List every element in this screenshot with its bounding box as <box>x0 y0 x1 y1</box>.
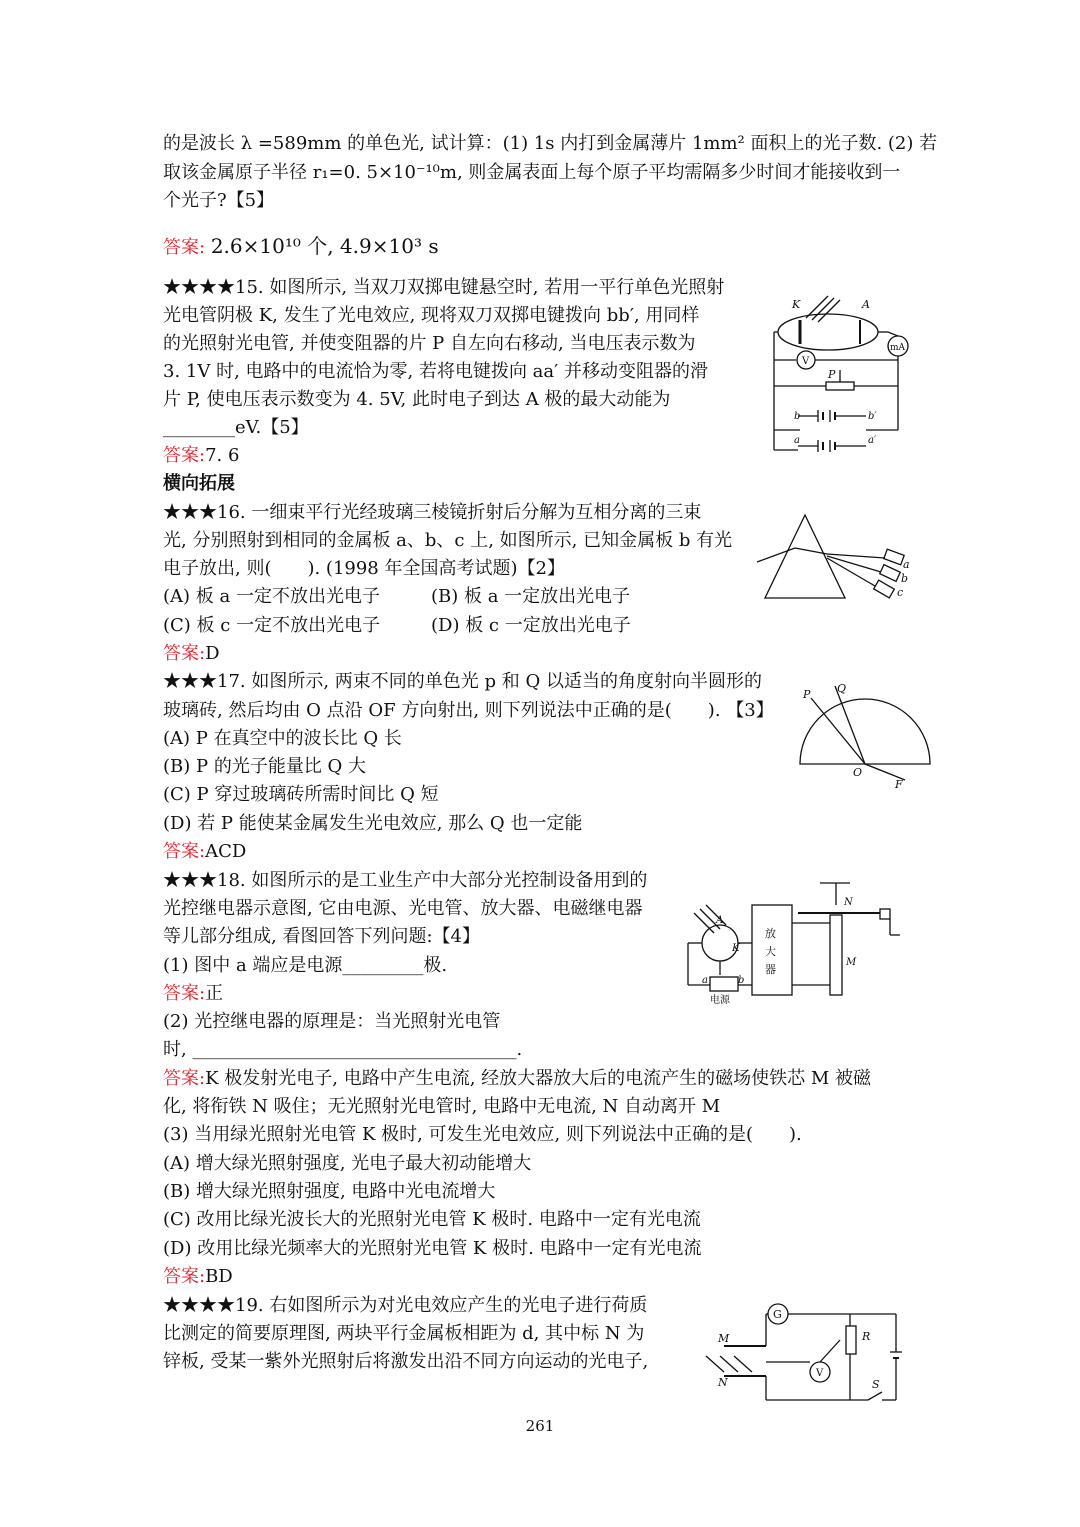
label-k: K <box>732 943 740 954</box>
answer-18-2 <box>163 1066 871 1092</box>
label-v: V <box>802 356 810 367</box>
label-p: P <box>803 688 811 701</box>
phototube-circuit-figure <box>770 290 920 462</box>
label-a-terminal: a <box>794 435 800 446</box>
question-16-line: ★★★16. 一细束平行光经玻璃三棱镜折射后分解为互相分离的三束 <box>163 502 702 523</box>
question-19-line: ★★★★19. 右如图所示为对光电效应产生的光电子进行荷质 <box>163 1295 648 1316</box>
question-17-line: 玻璃砖, 然后均由 O 点沿 OF 方向射出, 则下列说法中正确的是( ). 【3】 <box>163 700 774 721</box>
label-a: A <box>862 298 870 311</box>
option-17-c: (C) P 穿过玻璃砖所需时间比 Q 短 <box>163 784 439 805</box>
answer-17 <box>163 839 246 865</box>
ray-q <box>835 686 865 764</box>
label-g: G <box>773 1308 782 1321</box>
label-b: b <box>794 411 801 422</box>
plate-c <box>874 580 895 598</box>
question-16-line: 电子放出, 则( ). (1998 年全国高考试题)【2】 <box>163 558 565 579</box>
answer-value: ACD <box>205 841 247 862</box>
light-ray <box>694 913 714 933</box>
answer-14 <box>163 233 439 261</box>
section-heading: 横向拓展 <box>163 473 235 494</box>
label-b-prime: b′ <box>868 411 877 422</box>
amplifier-label: 大 <box>765 945 776 958</box>
option-18-d: (D) 改用比绿光频率大的光照射光电管 K 极时. 电路中一定有光电流 <box>163 1238 702 1259</box>
option-17-d: (D) 若 P 能使某金属发生光电效应, 那么 Q 也一定能 <box>163 813 583 834</box>
question-16-line: 光, 分别照射到相同的金属板 a、b、c 上, 如图所示, 已知金属板 b 有光 <box>163 530 733 551</box>
iron-core <box>830 915 842 995</box>
charge-mass-figure <box>700 1300 910 1415</box>
question-15-line: 的光照射光电管, 并使变阻器的片 P 自左向右移动, 当电压表示数为 <box>163 333 696 354</box>
rheostat-r <box>846 1326 856 1354</box>
label-b-terminal: b <box>738 975 745 986</box>
rheostat <box>826 382 854 390</box>
text-line: 取该金属原子半径 r₁=0. 5×10⁻¹⁰m, 则金属表面上每个原子平均需隔多少时间才能接收到一 <box>163 162 901 183</box>
answer-label: 答案: <box>163 983 206 1004</box>
option-16-a: (A) 板 a 一定不放出光电子 <box>163 586 380 607</box>
question-19-line: 比测定的简要原理图, 两块平行金属板相距为 d, 其中标 N 为 <box>163 1323 645 1344</box>
power-source <box>710 977 738 991</box>
switch-s <box>868 1392 882 1400</box>
option-16-c: (C) 板 c 一定不放出光电子 <box>163 615 381 636</box>
answer-15 <box>163 443 239 469</box>
question-15-line: 3. 1V 时, 电路中的电流恰为零, 若将电键拨向 aa′ 并移动变阻器的滑 <box>163 361 708 382</box>
answer-value: 7. 6 <box>205 445 240 466</box>
ray-a <box>827 554 885 558</box>
answer-value: 2.6×10¹⁰ 个, 4.9×10³ s <box>210 234 439 258</box>
incident-ray <box>757 548 795 562</box>
answer-value: K 极发射光电子, 电路中产生电流, 经放大器放大后的电流产生的磁场使铁芯 M 被磁 <box>205 1068 872 1089</box>
uv-ray <box>734 1356 752 1372</box>
label-f: F <box>895 778 903 791</box>
option-18-c: (C) 改用比绿光波长大的光照射光电管 K 极时. 电路中一定有光电流 <box>163 1209 701 1230</box>
ray-b <box>827 556 881 572</box>
plate-b <box>880 565 901 582</box>
photo-relay-figure <box>680 875 915 1010</box>
answer-18-1 <box>163 981 223 1007</box>
answer-18-2-cont: 化, 将衔铁 N 吸住；无光照射光电管时, 电路中无电流, N 自动离开 M <box>163 1096 721 1117</box>
answer-18-3 <box>163 1264 233 1290</box>
question-15-line: ________eV.【5】 <box>163 417 309 438</box>
answer-label: 答案: <box>163 643 206 664</box>
label-m: M <box>718 1332 730 1345</box>
question-19-line: 锌板, 受某一紫外光照射后将激发出沿不同方向运动的光电子, <box>163 1351 649 1372</box>
answer-value: D <box>205 643 220 664</box>
label-a-terminal: a <box>702 975 708 986</box>
label-v: V <box>816 1368 824 1379</box>
question-15-line: 光电管阴极 K, 发生了光电效应, 现将双刀双掷电键拨向 bb′, 用同样 <box>163 305 700 326</box>
amplifier-label: 放 <box>765 927 776 940</box>
text-line: 个光子?【5】 <box>163 190 275 211</box>
semicircle-glass-figure <box>795 680 930 790</box>
label-n: N <box>844 897 853 908</box>
question-18-line: 光控继电器示意图, 它由电源、光电管、放大器、电磁继电器 <box>163 898 643 919</box>
question-18-sub-2: 时, ____________________________________. <box>163 1039 523 1060</box>
amplifier-label: 器 <box>765 963 776 976</box>
label-a-anode: A <box>716 915 724 926</box>
label-r: R <box>862 1330 871 1343</box>
phototube <box>778 314 878 350</box>
option-17-b: (B) P 的光子能量比 Q 大 <box>163 756 367 777</box>
prism <box>765 515 845 598</box>
label-q: Q <box>837 682 847 695</box>
label-b: b <box>901 572 909 585</box>
ray-c <box>827 558 875 586</box>
option-16-d: (D) 板 c 一定放出光电子 <box>431 615 631 636</box>
option-16-b: (B) 板 a 一定放出光电子 <box>431 586 631 607</box>
contact <box>880 909 890 919</box>
question-15-line: ★★★★15. 如图所示, 当双刀双掷电键悬空时, 若用一平行单色光照射 <box>163 277 725 298</box>
label-a-prime: a′ <box>868 435 877 446</box>
plate-a <box>884 549 904 565</box>
question-18-sub-1: (1) 图中 a 端应是电源_________极. <box>163 955 448 976</box>
label-p: P <box>828 368 836 381</box>
ray-p <box>811 698 865 764</box>
question-17-line: ★★★17. 如图所示, 两束不同的单色光 p 和 Q 以适当的角度射向半圆形的 <box>163 671 762 692</box>
question-15-line: 片 P, 使电压表示数变为 4. 5V, 此时电子到达 A 极的最大动能为 <box>163 389 671 410</box>
answer-value: 正 <box>205 983 224 1004</box>
uv-ray <box>706 1356 724 1372</box>
label-c: c <box>897 586 904 599</box>
label-k: K <box>792 298 801 311</box>
question-18-line: 等儿部分组成, 看图回答下列问题:【4】 <box>163 926 480 947</box>
answer-label: 答案: <box>163 841 206 862</box>
label-s: S <box>872 1378 880 1391</box>
answer-label: 答案: <box>163 1266 206 1287</box>
label-o: O <box>853 766 863 779</box>
answer-value: BD <box>205 1266 233 1287</box>
answer-label: 答案: <box>163 237 206 258</box>
label-m: M <box>846 957 857 968</box>
question-18-sub-2: (2) 光控继电器的原理是：当光照射光电管 <box>163 1011 501 1032</box>
page-number: 261 <box>525 1417 555 1435</box>
label-n: N <box>718 1376 728 1389</box>
text-line: 的是波长 λ =589mm 的单色光, 试计算：(1) 1s 内打到金属薄片 1mm² 面积上的光子数. (2) 若 <box>163 133 938 154</box>
option-18-a: (A) 增大绿光照射强度, 光电子最大初动能增大 <box>163 1153 532 1174</box>
question-18-sub-3: (3) 当用绿光照射光电管 K 极时, 可发生光电效应, 则下列说法中正确的是( ). <box>163 1124 802 1145</box>
answer-label: 答案: <box>163 445 206 466</box>
option-18-b: (B) 增大绿光照射强度, 电路中光电流增大 <box>163 1181 496 1202</box>
uv-ray <box>720 1356 738 1372</box>
answer-label: 答案: <box>163 1068 206 1089</box>
power-source-label: 电源 <box>710 995 730 1006</box>
label-a: a <box>903 558 910 571</box>
question-18-line: ★★★18. 如图所示的是工业生产中大部分光控制设备用到的 <box>163 870 648 891</box>
label-ma: mA <box>890 343 906 353</box>
prism-figure <box>755 510 915 620</box>
option-17-a: (A) P 在真空中的波长比 Q 长 <box>163 728 402 749</box>
answer-16 <box>163 641 220 667</box>
